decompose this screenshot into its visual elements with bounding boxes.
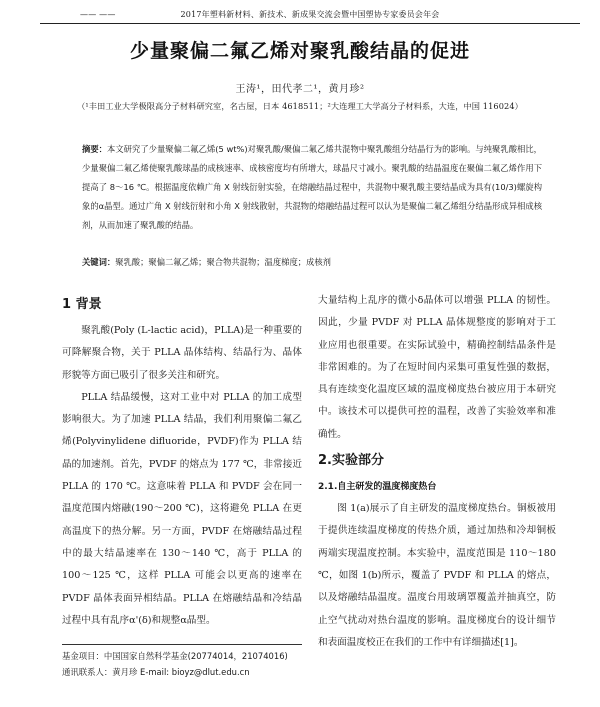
section-1-para-2-part-b: 大量结构上乱序的微小δ晶体可以增强 PLLA 的韧性。因此，少量 PVDF 对 PLLA 晶体规整度的影响对于工业应用也很重要。在实际试验中，精确控制结晶条件是非常困难的。为了在短时间内采集可重复性强的数据，具有连续变化温度区域的温度梯度热台被应用于本研究中。该技术可以提供可控的温程，改善了实验效率和准确性。 xyxy=(318,295,556,440)
section-2-para-1: 图 1(a)展示了自主研发的温度梯度热台。铜板被用于提供连续温度梯度的传热介质，通过加热和冷却铜板两端实现温度控制。本实验中，温度范围是 110～180 ℃，如图 1(b)所示，覆盖了 PVDF 和 PLLA 的熔点，以及熔融结晶温度。温度台用玻璃罩覆盖并抽真空，防止空气扰动对热台温度的影响。温度梯度台的设计细节和表面温度校正在我们的工作中有详细描述[1]。 xyxy=(318,503,556,648)
section-1-title: 1 背景 xyxy=(62,297,102,312)
keywords-label: 关键词： xyxy=(82,257,116,267)
abstract xyxy=(82,140,542,235)
footnote xyxy=(62,644,302,680)
running-title: 2017年塑料新材料、新技术、新成果交流会暨中国塑协专家委员会年会 xyxy=(180,10,440,19)
paper-title: 少量聚偏二氟乙烯对聚乳酸结晶的促进 xyxy=(129,40,470,62)
keywords-text: 聚乳酸；聚偏二氟乙烯；聚合物共混物；温度梯度；成核剂 xyxy=(115,257,331,267)
footnote-fund: 基金项目：中国国家自然科学基金(20774014，21074016) xyxy=(62,651,288,661)
left-column xyxy=(62,290,302,632)
keywords xyxy=(82,256,542,268)
footnote-contact: 通讯联系人：黄月珍 E-mail: bioyz@dlut.edu.cn xyxy=(62,667,250,677)
section-1-para-2-part-a: PLLA 结晶缓慢，这对工业中对 PLLA 的加工成型影响很大。为了加速 PLLA 结晶，我们利用聚偏二氟乙烯(Polyvinylidene difluoride，PVDF)作为 PLLA 结晶的加速剂。首先，PVDF 的熔点为 177 ℃，非常接近 PLLA 的 170 ℃。这意味着 PLLA 和 PVDF 会在同一温度范围内熔融(190～200 ℃)，这将避免 PLLA 在更高温度下的热分解。另一方面，PVDF 在熔融结晶过程中的最大结晶速率在 130～140 ℃，高于 PLLA 的 100～125 ℃，这样 PLLA 可能会以更高的速率在 PVDF 晶体表面异相结晶。PLLA 在熔融结晶和冷结晶过程中具有乱序α'(δ)和规整α晶型。 xyxy=(62,391,302,626)
abstract-text: 本文研究了少量聚偏二氟乙烯(5 wt%)对聚乳酸/聚偏二氟乙烯共混物中聚乳酸组分结晶行为的影响。与纯聚乳酸相比，少量聚偏二氟乙烯使聚乳酸球晶的成核速率、成核密度均有所增大，球晶尺寸减小。聚乳酸的结晶温度在聚偏二氟乙烯作用下提高了 8～16 ℃。根据温度依赖广角 X 射线衍射实验，在熔融结晶过程中，共混物中聚乳酸主要结晶成为具有(10/3)螺旋构象的α晶型。通过广角 X 射线衍射和小角 X 射线散射，共混物的熔融结晶过程可以认为是聚偏二氟乙烯组分结晶形成异相成核剂，从而加速了聚乳酸的结晶。 xyxy=(82,144,542,230)
right-column xyxy=(318,290,556,654)
running-header xyxy=(40,9,580,24)
section-2-title: 2.实验部分 xyxy=(318,453,384,469)
subsection-2-1-title: 2.1.自主研发的温度梯度热台 xyxy=(318,482,437,493)
section-1-para-1: 聚乳酸(Poly (L-lactic acid)，PLLA)是一种重要的可降解聚合物，关于 PLLA 晶体结构、结晶行为、晶体形貌等方面已吸引了很多关注和研究。 xyxy=(62,325,302,381)
header-dash: —— —— xyxy=(80,10,116,19)
affiliation: （¹丰田工业大学极限高分子材料研究室，名古屋，日本 4618511；²大连理工大学高分子材料系，大连，中国 116024） xyxy=(77,101,523,111)
authors: 王涛¹，田代孝二¹，黄月珍² xyxy=(235,84,365,95)
abstract-label: 摘要： xyxy=(82,144,107,154)
